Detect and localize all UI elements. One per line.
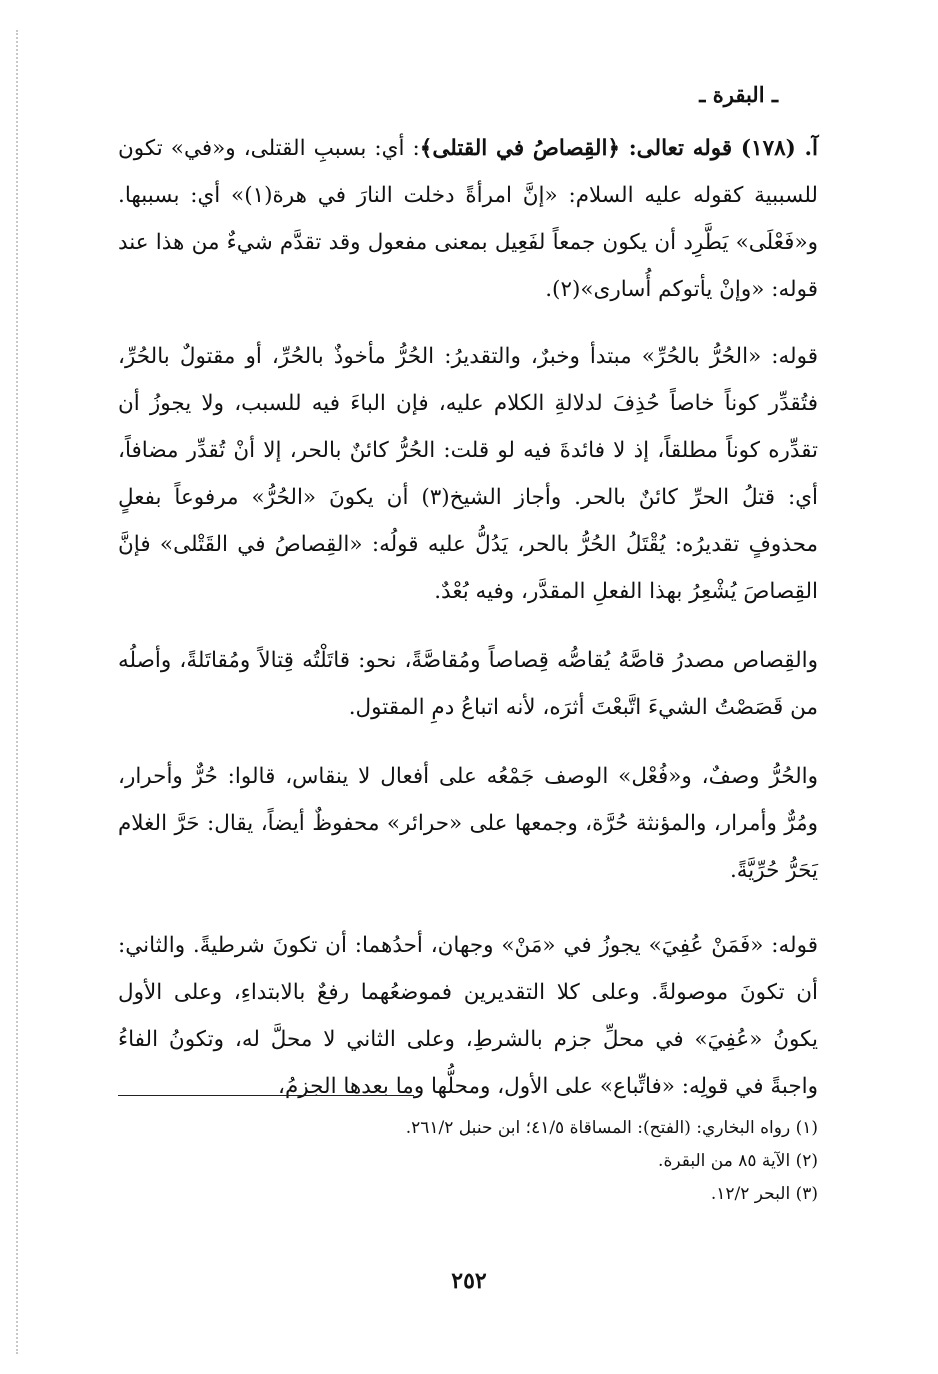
paragraph-1-text: : أي: بسببِ القتلى، و«في» تكون للسببية كقوله عليه السلام: «إنَّ امرأةً دخلت النارَ في هرة(١)» أي: بسببها. و«فَعْلَى» يَطَّرِد أن يكون جمعاً لفَعِيل بمعنى مفعول وقد تقدَّم شيءٌ من هذا عند قوله: «وإنْ يأتوكم أُسارى»(٢). (118, 136, 818, 302)
footnote-1: (١) رواه البخاري: (الفتح): المساقاة ٤١/٥؛ ابن حنبل ٢٦١/٢. (405, 1118, 818, 1138)
footnotes (118, 1112, 818, 1211)
paragraph-5: قوله: «فَمَنْ عُفِيَ» يجوزُ في «مَنْ» وجهان، أحدُهما: أن تكونَ شرطيةً. والثاني: أن تكونَ موصولةً. وعلى كلا التقديرين فموضعُهما رفعٌ بالابتداءِ، وعلى الأول يكونُ «عُفِيَ» في محلِّ جزم بالشرطِ، وعلى الثاني لا محلَّ له، وتكونُ الفاءُ واجبةً في قولِه: «فاتِّباع» على الأول، ومحلُّها وما بعدها الجزمُ، (118, 933, 818, 1099)
footnote-separator (118, 1095, 414, 1096)
running-header: ـ البقرة ـ (699, 82, 778, 107)
paragraph-4: والحُرُّ وصفٌ، و«فُعْل» الوصف جَمْعُه على أفعال لا ينقاس، قالوا: حُرٌّ وأحرار، ومُرٌّ وأمرار، والمؤنثة حُرَّة، وجمعها على «حرائر» محفوظٌ أيضاً، يقال: حَرَّ الغلام يَحَرُّ حُرِّيَّةً. (118, 764, 818, 883)
page-number: ٢٥٢ (451, 1268, 487, 1294)
paragraph-2: قوله: «الحُرُّ بالحُرِّ» مبتدأ وخبرٌ، والتقديرُ: الحُرُّ مأخوذٌ بالحُرِّ، أو مقتولٌ بالحُرِّ، فتُقدِّر كوناً خاصاً حُذِفَ لدلالةِ الكلام عليه، فإن الباءَ فيه للسبب، ولا يجوزُ أن تقدِّره كوناً مطلقاً، إذ لا فائدةَ فيه لو قلت: الحُرُّ كائنٌ بالحر، إلا أنْ تُقدِّر مضافاً، أي: قتلُ الحرِّ كائنٌ بالحر. وأجاز الشيخ(٣) أن يكونَ «الحُرُّ» مرفوعاً بفعلٍ محذوفٍ تقديرُه: يُقْتَلُ الحُرُّ بالحر، يَدُلُّ عليه قولُه: «القِصاصُ في القَتْلى» فإنَّ القِصاصَ يُشْعِرُ بهذا الفعلِ المقدَّر، وفيه بُعْدٌ. (118, 344, 818, 604)
footnote-3: (٣) البحر ١٢/٢. (710, 1184, 818, 1204)
footnote-2: (٢) الآية ٨٥ من البقرة. (658, 1151, 818, 1171)
paragraph-1 (118, 125, 818, 313)
verse-label: آ. (١٧٨) قوله تعالى: ﴿القِصاصُ في القتلى﴾ (419, 136, 818, 161)
main-text (118, 125, 818, 1110)
scan-margin-dots (16, 30, 18, 1354)
paragraph-3: والقِصاص مصدرُ قاصَّهُ يُقاصُّه قِصاصاً ومُقاصَّةً، نحو: قاتَلْتُه قِتالاً ومُقاتَلةً، وأصلُه من قَصَصْتُ الشيءَ اتَّبعْتَ أثرَه، لأنه اتباعُ دمِ المقتول. (118, 648, 818, 720)
